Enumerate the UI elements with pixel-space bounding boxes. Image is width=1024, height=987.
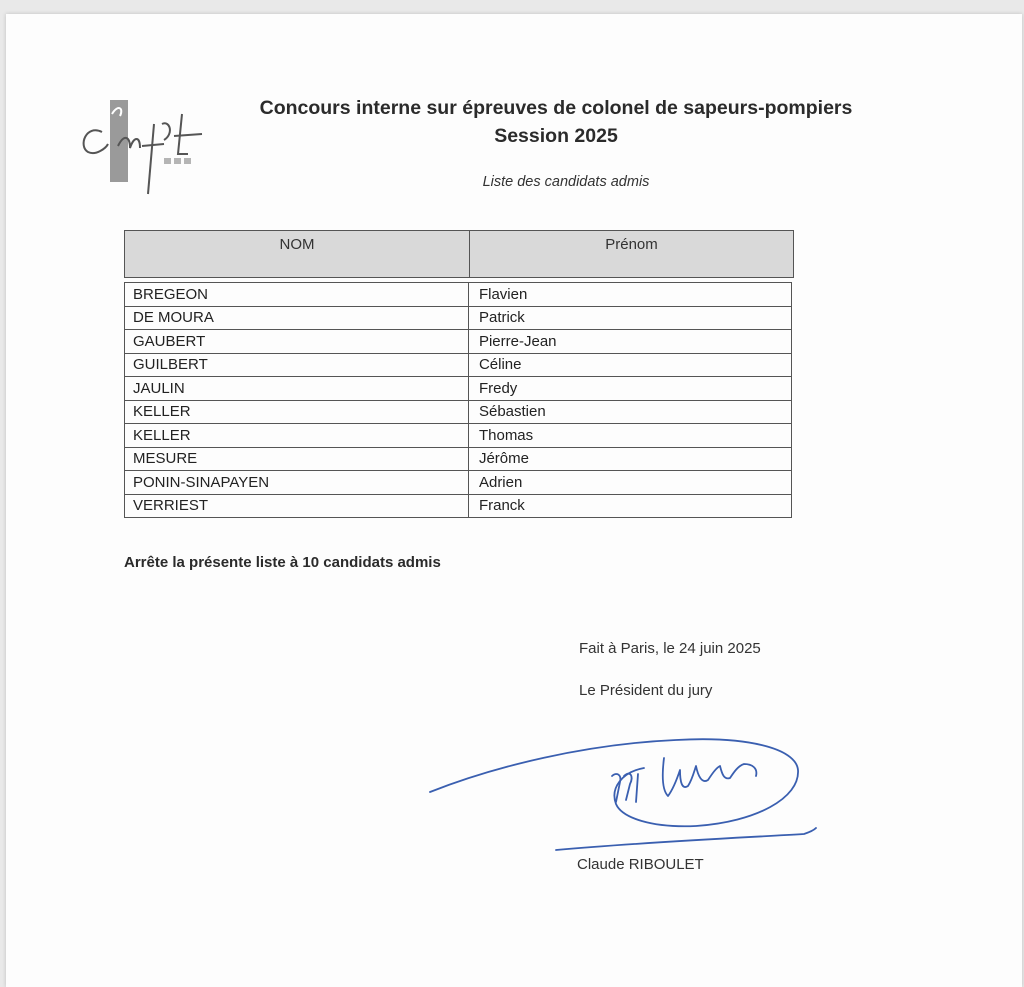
column-header-prenom: Prénom [605, 236, 658, 253]
cell-prenom: Jérôme [468, 447, 791, 471]
table-row [125, 377, 792, 401]
title-line-1: Concours interne sur épreuves de colonel de sapeurs-pompiers [259, 97, 853, 119]
table-row [125, 471, 792, 495]
cell-prenom: Adrien [468, 471, 791, 495]
cell-nom: KELLER [125, 424, 469, 448]
cell-nom: GUILBERT [125, 353, 469, 377]
cell-prenom: Céline [468, 353, 791, 377]
candidates-table [124, 282, 792, 518]
document-page [6, 14, 1022, 987]
cell-nom: PONIN-SINAPAYEN [125, 471, 469, 495]
president-title: Le Président du jury [579, 682, 713, 699]
column-header-nom: NOM [125, 231, 470, 277]
table-row [125, 494, 792, 518]
table-row [125, 400, 792, 424]
table-header [124, 230, 794, 278]
table-row [125, 424, 792, 448]
cell-nom: DE MOURA [125, 306, 469, 330]
signer-name: Claude RIBOULET [577, 856, 704, 873]
cell-prenom: Franck [468, 494, 791, 518]
cell-nom: GAUBERT [125, 330, 469, 354]
title-line-2: Session 2025 [494, 125, 618, 147]
cell-nom: JAULIN [125, 377, 469, 401]
cell-prenom: Fredy [468, 377, 791, 401]
cell-prenom: Patrick [468, 306, 791, 330]
cell-prenom: Thomas [468, 424, 791, 448]
table-row [125, 306, 792, 330]
cell-nom: MESURE [125, 447, 469, 471]
handwritten-signature [426, 714, 826, 864]
cell-prenom: Sébastien [468, 400, 791, 424]
document-subtitle: Liste des candidats admis [482, 174, 650, 190]
cell-nom: KELLER [125, 400, 469, 424]
place-date: Fait à Paris, le 24 juin 2025 [579, 640, 761, 657]
cell-nom: VERRIEST [125, 494, 469, 518]
table-row [125, 283, 792, 307]
document-title [236, 94, 876, 150]
table-row [125, 447, 792, 471]
table-row [125, 330, 792, 354]
cnfpt-logo [74, 94, 210, 204]
cell-nom: BREGEON [125, 283, 469, 307]
closing-statement: Arrête la présente liste à 10 candidats admis [124, 554, 441, 571]
cell-prenom: Pierre-Jean [468, 330, 791, 354]
cell-prenom: Flavien [468, 283, 791, 307]
table-row [125, 353, 792, 377]
